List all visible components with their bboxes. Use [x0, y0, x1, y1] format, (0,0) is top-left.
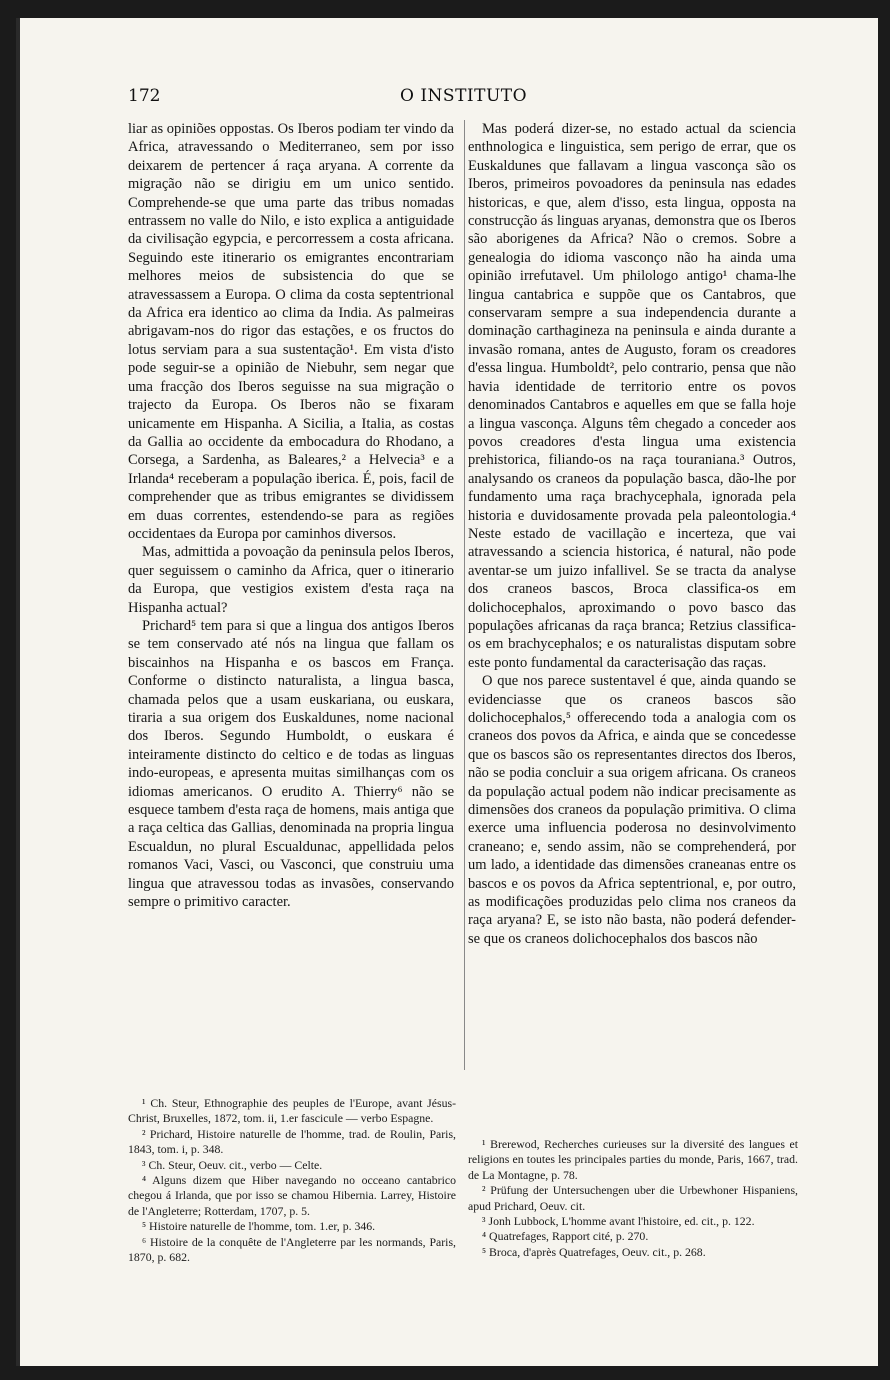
footnotes-left	[128, 1096, 456, 1265]
paragraph: Prichard⁵ tem para si que a lingua dos antigos Iberos se tem conservado até nós na lingua que fallam os biscainhos na Hispanha e os bascos em França. Conforme o distincto naturalista, a lingua basca, chamada pelos que a usam euskariana, ou euskara, tiraria a sua origem dos Euskaldunes, nome nacional dos Iberos. Segundo Humboldt, o euskara é inteiramente distincto do celtico e de todas as linguas indo-europeas, e apresenta muitas similhanças com os idiomas americanos. O erudito A. Thierry⁶ não se esquece tambem d'esta raça de homens, mais antiga que a raça celtica das Gallias, denominada na propria lingua Escualdun, no plural Escualdunac, appellidada pelos romanos Vaci, Vasci, ou Vasconci, que construiu uma lingua que atravessou todas as invasões, conservando sempre o primitivo caracter.	[128, 617, 454, 911]
paragraph: liar as opiniões oppostas. Os Iberos podiam ter vindo da Africa, atravessando o Mediterraneo, sem por isso deixarem de pertencer á raça aryana. A corrente da migração não se dirigiu em um unico sentido. Comprehende-se que uma parte das tribus nomadas entrassem no valle do Nilo, e isto explica a antiguidade da civilisação egypcia, e percorressem a costa africana. Seguindo este itinerario os emigrantes encontrariam melhores meios de subsistencia do que se atravessassem a Europa. O clima da costa septentrional da Africa era identico ao clima da India. As palmeiras abrigavam-nos do rigor das estações, e os fructos do lotus serviam para a sua sustentação¹. Em vista d'isto pode seguir-se a opinião de Niebuhr, sem negar que uma fracção dos Iberos seguisse na sua migração o trajecto da Europa. Os Iberos não se fixaram unicamente em Hispanha. A Sicilia, a Italia, as costas da Gallia ao occidente da embocadura do Rhodano, a Corsega, a Sardenha, as Baleares,² a Helvecia³ e a Irlanda⁴ receberam a população iberica. É, pois, facil de comprehender que as tribus emigrantes se dividissem em duas correntes, estendendo-se para as regiões occidentaes da Europa por caminhos diversos.	[128, 121, 454, 542]
page-header	[128, 86, 818, 110]
footnote: ² Prüfung der Untersuchengen uber die Urbewhoner Hispaniens, apud Prichard, Oeuv. cit.	[468, 1183, 798, 1213]
column-divider	[464, 120, 465, 1070]
footnotes-right	[468, 1137, 798, 1260]
paragraph: O que nos parece sustentavel é que, ainda quando se evidenciasse que os craneos bascos são dolichocephalos,⁵ offerecendo toda a analogia com os craneos dos povos da Africa, e ainda que se concedesse que os bascos são os representantes directos dos Iberos, não se podia concluir a sua origem africana. Os craneos da população actual podem não indicar precisamente as dimensões dos craneos da população primitiva. O clima exerce uma influencia poderosa no desinvolvimento craneano; e, sendo assim, não se comprehenderá, por um lado, a identidade das dimensões craneanas entre os bascos e os povos da Africa septentrional, e, por outro, as modificações produzidas pelo clima nos craneos da raça aryana? E, se isto não basta, não poderá defender-se que os craneos dolichocephalos dos bascos não	[468, 673, 796, 947]
footnote: ³ Jonh Lubbock, L'homme avant l'histoire, ed. cit., p. 122.	[482, 1214, 755, 1229]
footnote: ¹ Ch. Steur, Ethnographie des peuples de l'Europe, avant Jésus-Christ, Bruxelles, 1872, tom. ii, 1.er fascicule — verbo Espagne.	[128, 1096, 456, 1126]
right-column	[468, 120, 796, 948]
footnote: ¹ Brerewod, Recherches curieuses sur la diversité des langues et religions en toutes les principales parties du monde, Paris, 1667, trad. de La Montagne, p. 78.	[468, 1137, 798, 1182]
footnote: ⁴ Quatrefages, Rapport cité, p. 270.	[482, 1229, 649, 1244]
footnote: ² Prichard, Histoire naturelle de l'homme, trad. de Roulin, Paris, 1843, tom. i, p. 348.	[128, 1126, 456, 1157]
footnote: ⁶ Histoire de la conquête de l'Angleterre par les normands, Paris, 1870, p. 682.	[128, 1234, 456, 1265]
paragraph: Mas poderá dizer-se, no estado actual da sciencia enthnologica e linguistica, sem perigo de errar, que os Euskaldunes que fallavam a lingua vasconça são os Iberos, primeiros povoadores da peninsula nas edades historicas, e que, alem d'isso, esta lingua, opposta na construcção ás linguas aryanas, demonstra que os Iberos são aborigenes da Africa? Não o cremos. Sobre a genealogia do idioma vasconço não ha ainda uma opinião irrefutavel. Um philologo antigo¹ chama-lhe lingua cantabrica e suppõe que os Cantabros, que conservaram sempre a sua independencia durante a dominação carthagineza na peninsula e ainda durante a invasão romana, antes de Augusto, foram os creadores d'essa lingua. Humboldt², pelo contrario, pensa que não havia identidade de territorio entre os povos denominados Cantabros e aquelles em que se falla hoje a lingua vasconça. Alguns têm chegado a conceder aos povos creadores d'esta lingua uma existencia prehistorica, filiando-os na raça touraniana.³ Outros, analysando os craneos da população basca, dão-lhe por fundamento uma raça brachycephala, ignorada pela historia e duvidosamente provada pela paleontologia.⁴ Neste estado de vacillação e incerteza, que vai atravessando a sciencia historica, é natural, não pode aventar-se um juizo infallivel. Se se tracta da analyse dos craneos bascos, Broca classifica-os em dolichocephalos, aproximando o povo basco das populações africanas da raça branca; Retzius classifica-os em brachycephalos; e os naturalistas disputam sobre este ponto fundamental da caracterisação das raças.	[468, 121, 796, 671]
page-number: 172	[128, 86, 161, 106]
paragraph: Mas, admittida a povoação da peninsula pelos Iberos, quer seguissem o caminho da Africa, quer o itinerario da Europa, que vestigios existem d'esta raça na Hispanha actual?	[128, 544, 454, 616]
journal-title: O INSTITUTO	[400, 86, 528, 106]
footnote: ⁵ Histoire naturelle de l'homme, tom. 1.er, p. 346.	[142, 1219, 376, 1234]
footnote: ⁴ Alguns dizem que Hiber navegando no occeano cantabrico chegou á Irlanda, que por isso se chamou Hibernia. Larrey, Histoire de l'Angleterre; Rotterdam, 1707, p. 5.	[128, 1173, 456, 1218]
footnote: ³ Ch. Steur, Oeuv. cit., verbo — Celte.	[142, 1157, 323, 1172]
left-column	[128, 120, 454, 911]
footnote: ⁵ Broca, d'après Quatrefages, Oeuv. cit., p. 268.	[482, 1244, 706, 1259]
